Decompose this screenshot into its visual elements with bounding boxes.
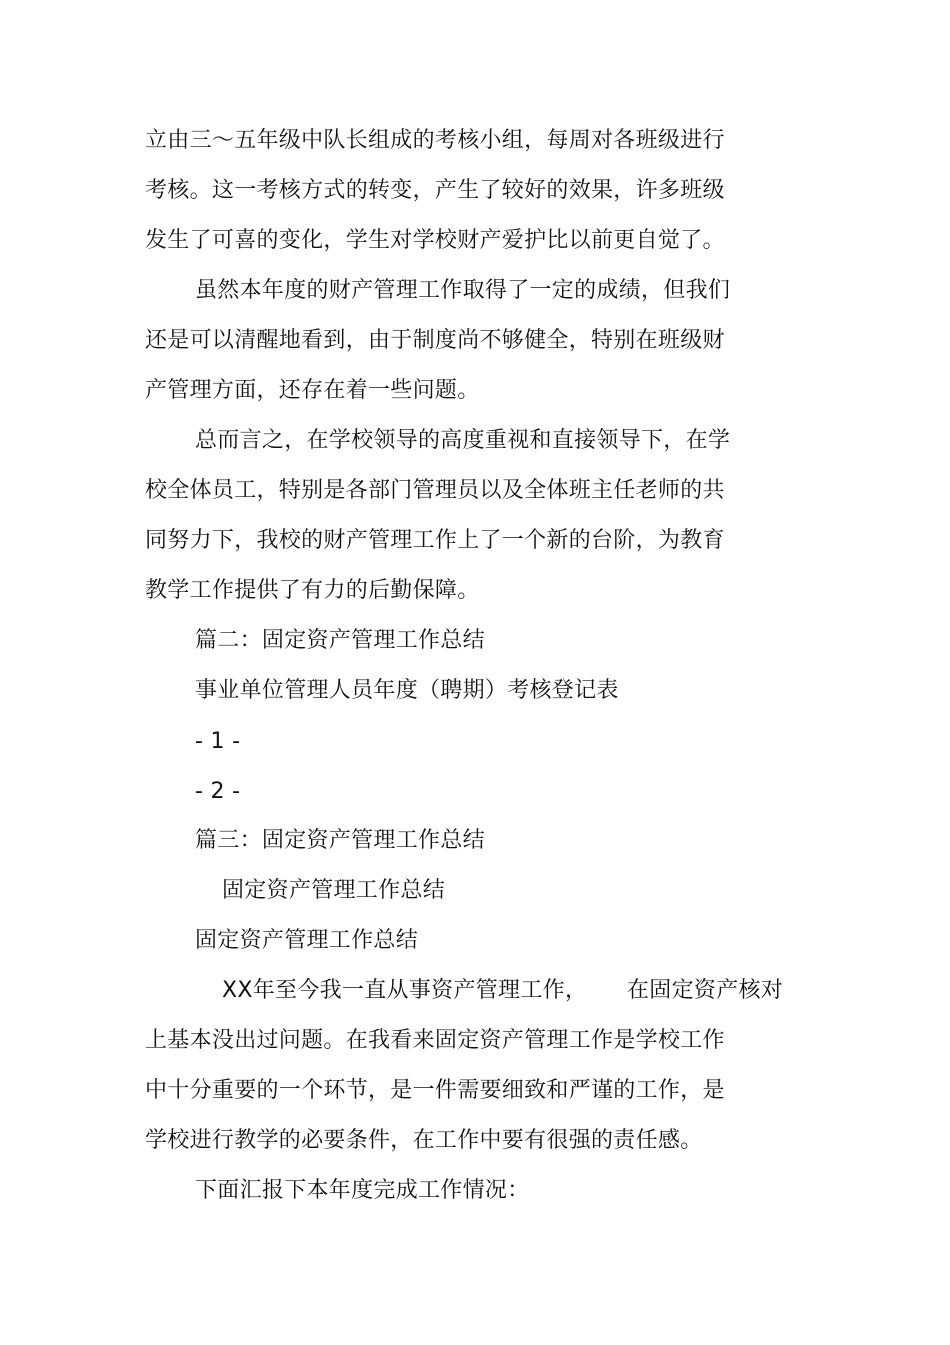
page-number: - 1 -: [195, 729, 241, 754]
paragraph-line: 虽然本年度的财产管理工作取得了一定的成绩，但我们: [195, 278, 731, 303]
paragraph-line: 还是可以清醒地看到，由于制度尚不够健全，特别在班级财: [145, 328, 725, 353]
form-title: 事业单位管理人员年度（聘期）考核登记表: [195, 678, 619, 703]
paragraph-line: 考核。这一考核方式的转变，产生了较好的效果，许多班级: [145, 178, 725, 203]
paragraph-line: 立由三～五年级中队长组成的考核小组，每周对各班级进行: [145, 128, 725, 153]
paragraph-line: 总而言之，在学校领导的高度重视和直接领导下，在学: [195, 428, 731, 453]
paragraph-line: 下面汇报下本年度完成工作情况：: [195, 1178, 530, 1203]
paragraph-line: 发生了可喜的变化，学生对学校财产爱护比以前更自觉了。: [145, 228, 725, 253]
article-title: 固定资产管理工作总结: [195, 928, 419, 953]
section-heading: 篇二：固定资产管理工作总结: [195, 628, 485, 653]
paragraph-line: 中十分重要的一个环节，是一件需要细致和严谨的工作，是: [145, 1078, 725, 1103]
paragraph-line: 校全体员工，特别是各部门管理员以及全体班主任老师的共: [145, 478, 725, 503]
page-number: - 2 -: [195, 779, 241, 804]
paragraph-line: 在固定资产核对: [627, 978, 784, 1003]
article-title: 固定资产管理工作总结: [222, 878, 446, 903]
paragraph-line: 学校进行教学的必要条件，在工作中要有很强的责任感。: [145, 1128, 703, 1153]
paragraph-line: 同努力下，我校的财产管理工作上了一个新的台阶，为教育: [145, 528, 725, 553]
paragraph-line: XX年至今我一直从事资产管理工作，: [222, 978, 588, 1003]
paragraph-line: 上基本没出过问题。在我看来固定资产管理工作是学校工作: [145, 1028, 725, 1053]
section-heading: 篇三：固定资产管理工作总结: [195, 828, 485, 853]
paragraph-line: 产管理方面，还存在着一些问题。: [145, 378, 480, 403]
paragraph-line: 教学工作提供了有力的后勤保障。: [145, 578, 480, 603]
